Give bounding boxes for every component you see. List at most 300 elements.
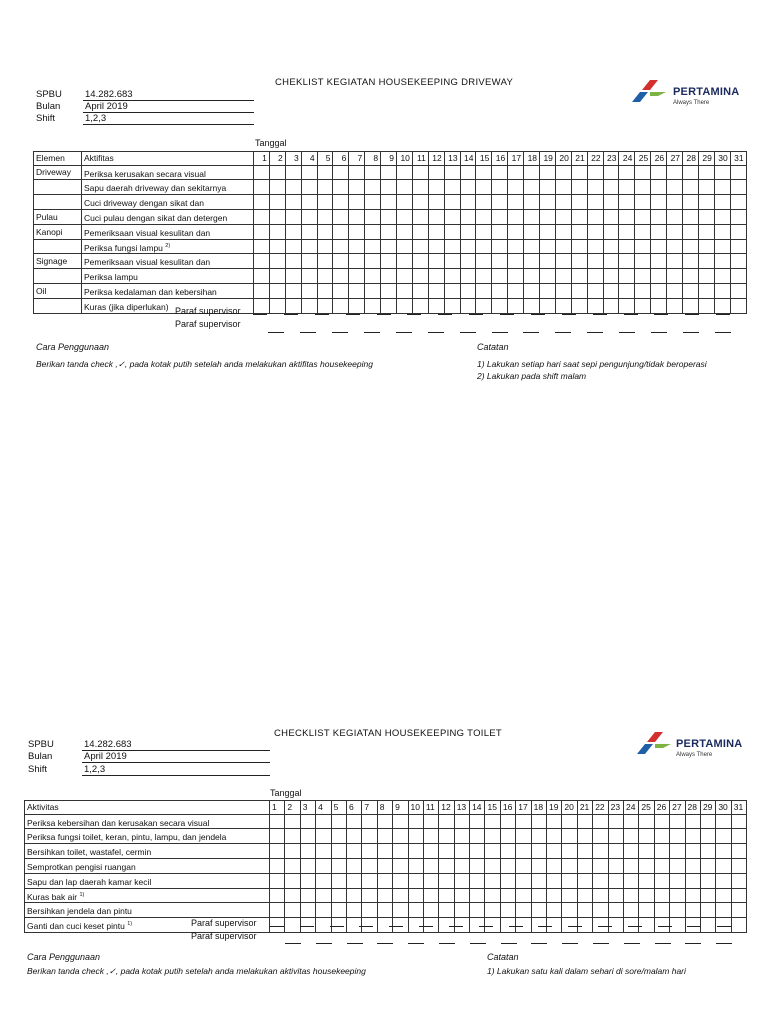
check-box[interactable] (397, 195, 413, 210)
check-box[interactable] (635, 165, 651, 180)
check-box[interactable] (654, 888, 669, 903)
check-box[interactable] (285, 844, 300, 859)
check-box[interactable] (439, 873, 454, 888)
check-box[interactable] (654, 858, 669, 873)
check-box[interactable] (333, 254, 349, 269)
check-box[interactable] (619, 284, 635, 299)
check-box[interactable] (683, 180, 699, 195)
signature-line[interactable] (538, 926, 552, 927)
signature-line[interactable] (654, 314, 668, 315)
check-box[interactable] (346, 844, 361, 859)
check-box[interactable] (667, 180, 683, 195)
check-box[interactable] (492, 239, 508, 254)
check-box[interactable] (377, 888, 392, 903)
check-box[interactable] (485, 844, 500, 859)
check-box[interactable] (651, 254, 667, 269)
check-box[interactable] (476, 269, 492, 284)
check-box[interactable] (731, 814, 746, 829)
signature-line[interactable] (598, 926, 612, 927)
check-box[interactable] (300, 829, 315, 844)
check-box[interactable] (685, 814, 700, 829)
check-box[interactable] (698, 195, 714, 210)
check-box[interactable] (639, 844, 654, 859)
check-box[interactable] (670, 903, 685, 918)
check-box[interactable] (714, 224, 730, 239)
check-box[interactable] (654, 814, 669, 829)
check-box[interactable] (508, 224, 524, 239)
check-box[interactable] (603, 269, 619, 284)
signature-line[interactable] (284, 314, 298, 315)
signature-line[interactable] (449, 926, 463, 927)
signature-line[interactable] (687, 926, 701, 927)
check-box[interactable] (635, 254, 651, 269)
check-box[interactable] (540, 239, 556, 254)
check-box[interactable] (460, 180, 476, 195)
check-box[interactable] (555, 269, 571, 284)
check-box[interactable] (331, 873, 346, 888)
signature-line[interactable] (300, 926, 314, 927)
check-box[interactable] (700, 888, 715, 903)
check-box[interactable] (508, 209, 524, 224)
check-box[interactable] (377, 814, 392, 829)
check-box[interactable] (331, 858, 346, 873)
check-box[interactable] (316, 888, 331, 903)
check-box[interactable] (524, 239, 540, 254)
check-box[interactable] (346, 829, 361, 844)
signature-line[interactable] (347, 943, 363, 944)
check-box[interactable] (285, 165, 301, 180)
check-box[interactable] (700, 873, 715, 888)
signature-line[interactable] (685, 943, 701, 944)
check-box[interactable] (670, 814, 685, 829)
check-box[interactable] (540, 269, 556, 284)
check-box[interactable] (460, 224, 476, 239)
check-box[interactable] (516, 829, 531, 844)
check-box[interactable] (270, 858, 285, 873)
check-box[interactable] (714, 269, 730, 284)
signature-line[interactable] (407, 314, 421, 315)
check-box[interactable] (470, 858, 485, 873)
check-box[interactable] (428, 180, 444, 195)
check-box[interactable] (714, 254, 730, 269)
check-box[interactable] (397, 165, 413, 180)
check-box[interactable] (714, 284, 730, 299)
check-box[interactable] (269, 165, 285, 180)
check-box[interactable] (285, 180, 301, 195)
check-box[interactable] (698, 269, 714, 284)
check-box[interactable] (531, 858, 546, 873)
check-box[interactable] (460, 195, 476, 210)
check-box[interactable] (547, 844, 562, 859)
check-box[interactable] (730, 254, 746, 269)
check-box[interactable] (651, 209, 667, 224)
check-box[interactable] (730, 165, 746, 180)
check-box[interactable] (619, 239, 635, 254)
check-box[interactable] (540, 209, 556, 224)
signature-line[interactable] (377, 314, 391, 315)
check-box[interactable] (331, 888, 346, 903)
check-box[interactable] (270, 829, 285, 844)
check-box[interactable] (555, 180, 571, 195)
check-box[interactable] (285, 829, 300, 844)
check-box[interactable] (685, 873, 700, 888)
check-box[interactable] (460, 165, 476, 180)
check-box[interactable] (714, 165, 730, 180)
check-box[interactable] (408, 903, 423, 918)
check-box[interactable] (285, 254, 301, 269)
check-box[interactable] (270, 814, 285, 829)
check-box[interactable] (716, 844, 731, 859)
check-box[interactable] (700, 829, 715, 844)
check-box[interactable] (716, 903, 731, 918)
check-box[interactable] (377, 873, 392, 888)
check-box[interactable] (377, 903, 392, 918)
signature-line[interactable] (624, 314, 638, 315)
check-box[interactable] (428, 269, 444, 284)
check-box[interactable] (381, 284, 397, 299)
check-box[interactable] (698, 180, 714, 195)
check-box[interactable] (685, 858, 700, 873)
check-box[interactable] (476, 224, 492, 239)
check-box[interactable] (423, 858, 438, 873)
signature-line[interactable] (438, 314, 452, 315)
check-box[interactable] (381, 165, 397, 180)
check-box[interactable] (412, 284, 428, 299)
check-box[interactable] (331, 844, 346, 859)
check-box[interactable] (476, 209, 492, 224)
check-box[interactable] (730, 209, 746, 224)
check-box[interactable] (301, 165, 317, 180)
check-box[interactable] (587, 269, 603, 284)
check-box[interactable] (423, 814, 438, 829)
check-box[interactable] (683, 224, 699, 239)
check-box[interactable] (698, 224, 714, 239)
check-box[interactable] (397, 239, 413, 254)
check-box[interactable] (316, 858, 331, 873)
signature-line[interactable] (501, 943, 517, 944)
check-box[interactable] (547, 888, 562, 903)
check-box[interactable] (651, 239, 667, 254)
check-box[interactable] (540, 254, 556, 269)
check-box[interactable] (408, 829, 423, 844)
check-box[interactable] (700, 844, 715, 859)
check-box[interactable] (362, 873, 377, 888)
signature-line[interactable] (562, 314, 576, 315)
check-box[interactable] (555, 209, 571, 224)
check-box[interactable] (547, 814, 562, 829)
check-box[interactable] (444, 254, 460, 269)
check-box[interactable] (365, 195, 381, 210)
check-box[interactable] (412, 269, 428, 284)
check-box[interactable] (587, 195, 603, 210)
check-box[interactable] (516, 888, 531, 903)
check-box[interactable] (639, 829, 654, 844)
check-box[interactable] (587, 209, 603, 224)
signature-line[interactable] (389, 926, 403, 927)
check-box[interactable] (454, 814, 469, 829)
check-box[interactable] (683, 284, 699, 299)
check-box[interactable] (301, 284, 317, 299)
check-box[interactable] (269, 254, 285, 269)
check-box[interactable] (730, 180, 746, 195)
check-box[interactable] (508, 284, 524, 299)
check-box[interactable] (397, 180, 413, 195)
check-box[interactable] (555, 165, 571, 180)
check-box[interactable] (428, 209, 444, 224)
check-box[interactable] (587, 239, 603, 254)
check-box[interactable] (524, 224, 540, 239)
check-box[interactable] (593, 858, 608, 873)
check-box[interactable] (540, 195, 556, 210)
check-box[interactable] (454, 888, 469, 903)
check-box[interactable] (639, 873, 654, 888)
check-box[interactable] (608, 814, 623, 829)
check-box[interactable] (333, 224, 349, 239)
signature-line[interactable] (593, 943, 609, 944)
check-box[interactable] (731, 903, 746, 918)
check-box[interactable] (470, 814, 485, 829)
check-box[interactable] (349, 195, 365, 210)
check-box[interactable] (670, 844, 685, 859)
check-box[interactable] (623, 858, 638, 873)
check-box[interactable] (651, 269, 667, 284)
check-box[interactable] (670, 829, 685, 844)
check-box[interactable] (571, 209, 587, 224)
check-box[interactable] (603, 209, 619, 224)
signature-line[interactable] (655, 943, 671, 944)
check-box[interactable] (444, 224, 460, 239)
check-box[interactable] (285, 269, 301, 284)
check-box[interactable] (603, 165, 619, 180)
signature-line[interactable] (364, 332, 380, 333)
check-box[interactable] (454, 903, 469, 918)
check-box[interactable] (731, 873, 746, 888)
check-box[interactable] (577, 903, 592, 918)
check-box[interactable] (619, 209, 635, 224)
check-box[interactable] (577, 844, 592, 859)
check-box[interactable] (716, 888, 731, 903)
signature-line[interactable] (685, 314, 699, 315)
check-box[interactable] (412, 254, 428, 269)
check-box[interactable] (540, 284, 556, 299)
check-box[interactable] (393, 844, 408, 859)
check-box[interactable] (470, 903, 485, 918)
signature-line[interactable] (479, 926, 493, 927)
check-box[interactable] (500, 844, 515, 859)
check-box[interactable] (531, 888, 546, 903)
check-box[interactable] (670, 873, 685, 888)
check-box[interactable] (508, 254, 524, 269)
signature-line[interactable] (619, 332, 635, 333)
check-box[interactable] (300, 888, 315, 903)
check-box[interactable] (698, 209, 714, 224)
check-box[interactable] (428, 165, 444, 180)
check-box[interactable] (524, 180, 540, 195)
check-box[interactable] (301, 254, 317, 269)
check-box[interactable] (365, 209, 381, 224)
check-box[interactable] (562, 858, 577, 873)
check-box[interactable] (714, 209, 730, 224)
check-box[interactable] (562, 814, 577, 829)
check-box[interactable] (269, 195, 285, 210)
signature-line[interactable] (300, 332, 316, 333)
check-box[interactable] (619, 254, 635, 269)
check-box[interactable] (635, 284, 651, 299)
check-box[interactable] (362, 858, 377, 873)
check-box[interactable] (508, 239, 524, 254)
check-box[interactable] (714, 195, 730, 210)
check-box[interactable] (670, 858, 685, 873)
check-box[interactable] (700, 903, 715, 918)
signature-line[interactable] (359, 926, 373, 927)
check-box[interactable] (683, 269, 699, 284)
check-box[interactable] (476, 180, 492, 195)
check-box[interactable] (492, 165, 508, 180)
signature-line[interactable] (270, 926, 284, 927)
check-box[interactable] (577, 858, 592, 873)
check-box[interactable] (639, 814, 654, 829)
check-box[interactable] (254, 269, 270, 284)
check-box[interactable] (331, 903, 346, 918)
check-box[interactable] (331, 814, 346, 829)
check-box[interactable] (516, 814, 531, 829)
check-box[interactable] (603, 195, 619, 210)
check-box[interactable] (346, 888, 361, 903)
check-box[interactable] (623, 873, 638, 888)
check-box[interactable] (593, 888, 608, 903)
check-box[interactable] (716, 814, 731, 829)
check-box[interactable] (683, 254, 699, 269)
check-box[interactable] (285, 239, 301, 254)
check-box[interactable] (349, 180, 365, 195)
check-box[interactable] (619, 180, 635, 195)
check-box[interactable] (587, 165, 603, 180)
check-box[interactable] (667, 209, 683, 224)
check-box[interactable] (651, 165, 667, 180)
check-box[interactable] (547, 829, 562, 844)
check-box[interactable] (635, 224, 651, 239)
check-box[interactable] (683, 195, 699, 210)
check-box[interactable] (316, 903, 331, 918)
check-box[interactable] (639, 888, 654, 903)
check-box[interactable] (423, 829, 438, 844)
check-box[interactable] (349, 224, 365, 239)
check-box[interactable] (683, 165, 699, 180)
check-box[interactable] (571, 269, 587, 284)
check-box[interactable] (346, 873, 361, 888)
check-box[interactable] (333, 284, 349, 299)
check-box[interactable] (667, 224, 683, 239)
check-box[interactable] (667, 165, 683, 180)
check-box[interactable] (623, 888, 638, 903)
check-box[interactable] (492, 180, 508, 195)
check-box[interactable] (516, 858, 531, 873)
check-box[interactable] (362, 814, 377, 829)
signature-line[interactable] (624, 943, 640, 944)
check-box[interactable] (397, 209, 413, 224)
check-box[interactable] (562, 844, 577, 859)
check-box[interactable] (571, 165, 587, 180)
check-box[interactable] (285, 224, 301, 239)
check-box[interactable] (333, 165, 349, 180)
check-box[interactable] (317, 195, 333, 210)
check-box[interactable] (317, 224, 333, 239)
signature-line[interactable] (332, 332, 348, 333)
check-box[interactable] (408, 858, 423, 873)
check-box[interactable] (423, 888, 438, 903)
check-box[interactable] (593, 829, 608, 844)
check-box[interactable] (317, 254, 333, 269)
check-box[interactable] (730, 239, 746, 254)
check-box[interactable] (349, 165, 365, 180)
signature-line[interactable] (268, 332, 284, 333)
check-box[interactable] (439, 844, 454, 859)
check-box[interactable] (317, 269, 333, 284)
check-box[interactable] (485, 873, 500, 888)
check-box[interactable] (285, 903, 300, 918)
check-box[interactable] (470, 888, 485, 903)
check-box[interactable] (619, 195, 635, 210)
check-box[interactable] (635, 239, 651, 254)
check-box[interactable] (492, 284, 508, 299)
check-box[interactable] (485, 888, 500, 903)
check-box[interactable] (285, 284, 301, 299)
signature-line[interactable] (568, 926, 582, 927)
check-box[interactable] (608, 844, 623, 859)
check-box[interactable] (377, 858, 392, 873)
signature-line[interactable] (315, 314, 329, 315)
check-box[interactable] (492, 224, 508, 239)
check-box[interactable] (317, 239, 333, 254)
check-box[interactable] (428, 224, 444, 239)
check-box[interactable] (555, 254, 571, 269)
check-box[interactable] (608, 873, 623, 888)
check-box[interactable] (508, 195, 524, 210)
signature-line[interactable] (396, 332, 412, 333)
check-box[interactable] (516, 903, 531, 918)
signature-line[interactable] (562, 943, 578, 944)
check-box[interactable] (571, 224, 587, 239)
check-box[interactable] (393, 903, 408, 918)
check-box[interactable] (316, 844, 331, 859)
check-box[interactable] (412, 209, 428, 224)
check-box[interactable] (362, 903, 377, 918)
check-box[interactable] (444, 239, 460, 254)
signature-line[interactable] (285, 943, 301, 944)
check-box[interactable] (254, 224, 270, 239)
check-box[interactable] (381, 209, 397, 224)
check-box[interactable] (562, 873, 577, 888)
check-box[interactable] (254, 165, 270, 180)
signature-line[interactable] (346, 314, 360, 315)
signature-line[interactable] (531, 314, 545, 315)
check-box[interactable] (301, 269, 317, 284)
check-box[interactable] (460, 239, 476, 254)
check-box[interactable] (301, 195, 317, 210)
check-box[interactable] (270, 903, 285, 918)
check-box[interactable] (685, 844, 700, 859)
check-box[interactable] (439, 814, 454, 829)
check-box[interactable] (254, 209, 270, 224)
check-box[interactable] (593, 814, 608, 829)
check-box[interactable] (531, 873, 546, 888)
check-box[interactable] (428, 195, 444, 210)
signature-line[interactable] (492, 332, 508, 333)
signature-line[interactable] (460, 332, 476, 333)
check-box[interactable] (492, 195, 508, 210)
check-box[interactable] (428, 239, 444, 254)
check-box[interactable] (470, 829, 485, 844)
